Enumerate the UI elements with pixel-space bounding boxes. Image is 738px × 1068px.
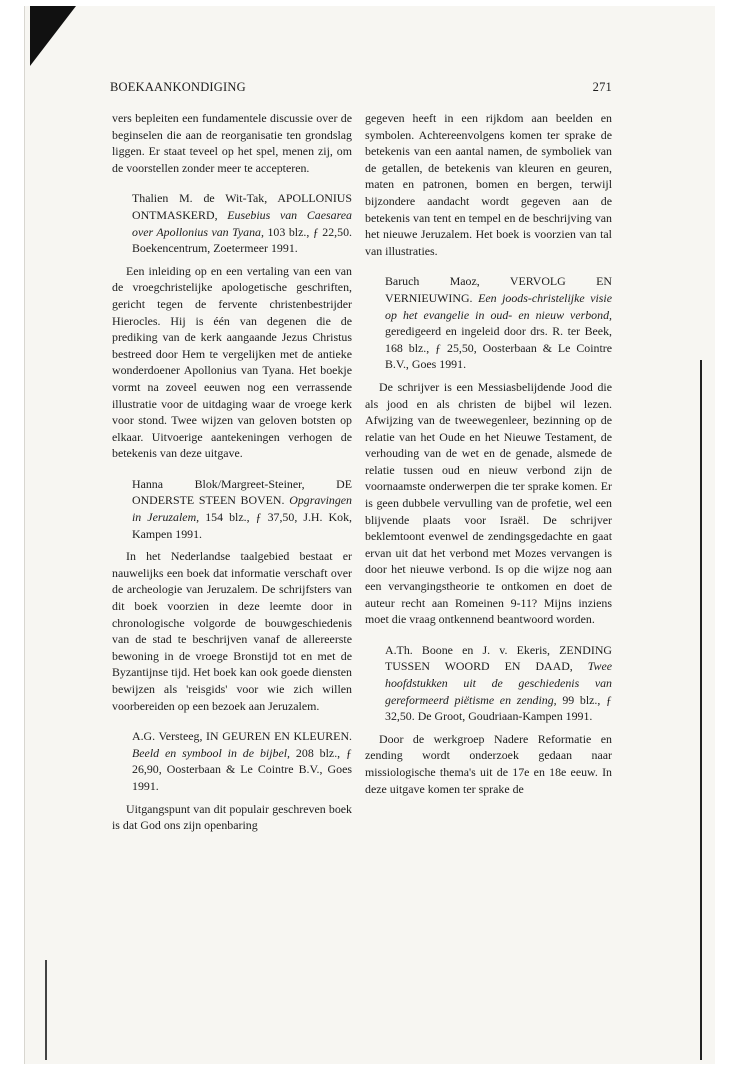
scan-edge-right — [700, 360, 702, 1060]
citation-details: 208 blz., ƒ 26,90, Oosterbaan & Le Cointre B.V., Goes 1991. — [132, 745, 352, 793]
right-column — [365, 110, 612, 797]
citation-subtitle: Eusebius van Caesarea over Apollonius van Tyana, — [132, 207, 352, 239]
review-body: Uitgangspunt van dit populair geschreven boek is dat God ons zijn openbaring — [112, 801, 352, 833]
scan-edge-left — [45, 960, 47, 1060]
book-citation — [112, 728, 352, 794]
book-citation — [112, 190, 352, 256]
citation-subtitle: Opgravingen in Jeruzalem, — [132, 493, 352, 525]
running-head — [110, 80, 612, 96]
running-title: BOEKAANKONDIGING — [110, 80, 246, 94]
intro-paragraph: vers bepleiten een fundamentele discussie over de beginselen die aan de reorganisatie ten grondslag liggen. Er staat teveel op het spel, menen zij, om de voorstellen zonder meer te accepteren. — [112, 111, 352, 175]
citation-author-title: Baruch Maoz, VERVOLG EN VERNIEUWING. — [385, 274, 612, 305]
book-citation — [365, 642, 612, 725]
citation-details: geredigeerd en ingeleid door drs. R. ter Beek, 168 blz., ƒ 25,50, Oosterbaan & Le Cointre B.V., Goes 1991. — [385, 324, 612, 372]
citation-author-title: Thalien M. de Wit-Tak, APOLLONIUS ONTMASKERD, — [132, 191, 352, 222]
citation-details: 154 blz., ƒ 37,50, J.H. Kok, Kampen 1991. — [132, 510, 352, 541]
citation-author-title: A.G. Versteeg, IN GEUREN EN KLEUREN. — [132, 729, 352, 744]
book-citation — [112, 476, 352, 542]
citation-subtitle: Een joods-christelijke visie op het evangelie in oud- en nieuw verbond, — [385, 290, 612, 322]
continuation-paragraph: gegeven heeft in een rijkdom aan beelden en symbolen. Achtereenvolgens komen ter sprake de betekenis van een aantal namen, de symboliek van de getallen, de betekenis van kleuren en geuren, maten en patronen, bomen en bergen, terwijl bijzondere aandacht wordt gegeven aan de betekenis van tent en tempel en de beschrijving van het nieuwe Jeruzalem. Het boek is voorzien van tal van illustraties. — [365, 111, 612, 258]
review-body: In het Nederlandse taalgebied bestaat er nauwelijks een boek dat informatie verschaft over de archeologie van Jeruzalem. De schrijfsters van dit boek voorzien in deze leemte door in chronologische volgorde de bouwgeschiedenis van de stad te beschrijven vanaf de allereerste bewoning in de vroege Bronstijd tot en met de Byzantijnse tijd. Het boek kan ook goede diensten bewijzen als 'reisgids' voor wie zich willen voorbereiden op een bezoek aan Jeruzalem. — [112, 549, 352, 713]
left-column — [112, 110, 352, 834]
citation-subtitle: Twee hoofdstukken uit de geschiedenis van gereformeerd piëtisme en zending, — [385, 659, 612, 707]
review-body: Een inleiding op en een vertaling van een van de vroegchristelijke apologetische geschriften, gericht tegen de fervente christenbestrijder Hierocles. Hij is één van degenen die de prediking van de kerk aangaande Jezus Christus bestreed door Hem te vergelijken met de antieke wonderdoener Apollonius van Tyana. Het boekje vormt na zoveel eeuwen nog een verrassende illustratie voor de uitdaging waar de vroege kerk voor stond. Twee wijzen van geloven botsten op elkaar. Uitvoerige aantekeningen verhogen de betekenis van deze uitgave. — [112, 263, 352, 461]
citation-author-title: Hanna Blok/Margreet-Steiner, DE ONDERSTE STEEN BOVEN. — [132, 476, 352, 508]
citation-author-title: A.Th. Boone en J. v. Ekeris, ZENDING TUSSEN WOORD EN DAAD, — [385, 642, 612, 674]
review-body: De schrijver is een Messiasbelijdende Jood die als jood en als christen de bijbel wil lezen. Afwijzing van de tweewegenleer, bezinning op de relatie van het Oude en het Nieuwe Testament, de verhouding van de wet en de genade, alsmede de relatie tussen oud en nieuw verbond zijn de voornaamste onderwerpen die ter sprake komen. Er is geen dubbele vervulling van de profetie, wel een blijvende plaats voor Israël. De schrijver beklemtoont evenwel de zendingsgedachte en gaat ervan uit dat het verbond met Mozes vervangen is door het nieuwe verbond. Is op die wijze nog aan een vervangingstheorie te ontkomen en doet de auteur recht aan Romeinen 9-11? Mijns inziens moet die vraag ontkennend beantwoord worden. — [365, 379, 612, 627]
citation-subtitle: Beeld en symbool in de bijbel, — [132, 745, 290, 760]
page-number: 271 — [592, 80, 612, 94]
review-body: Door de werkgroep Nadere Reformatie en zending wordt onderzoek gedaan naar missiologische thema's uit de 17e en 18e eeuw. In deze uitgave komen ter sprake de — [365, 731, 612, 796]
citation-details: 99 blz., ƒ 32,50. De Groot, Goudriaan-Kampen 1991. — [385, 692, 612, 724]
book-citation — [365, 273, 612, 373]
citation-details: 103 blz., ƒ 22,50. Boekencentrum, Zoetermeer 1991. — [132, 224, 352, 256]
scan-corner-shadow — [30, 6, 76, 66]
